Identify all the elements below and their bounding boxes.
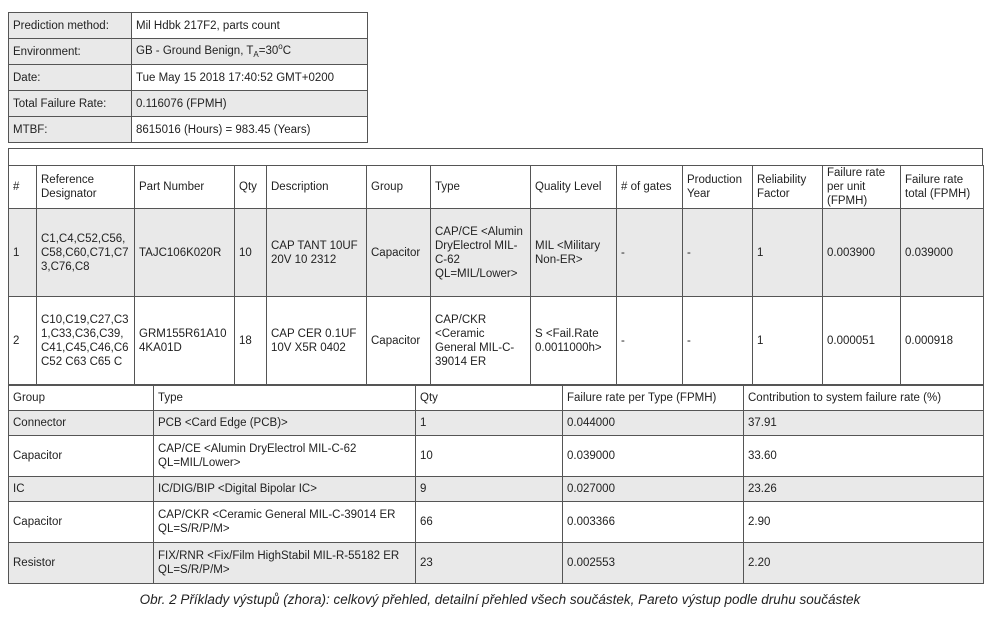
cell-type: CAP/CE <Alumin DryElectrol MIL-C-62 QL=MIL/Lower> — [431, 209, 531, 297]
environment-unit: C — [282, 45, 292, 58]
header-qty: Qty — [416, 386, 563, 411]
summary-row — [9, 65, 368, 91]
summary-value-environment — [132, 39, 368, 65]
cell-contribution: 2.20 — [744, 543, 984, 584]
cell-rate-unit: 0.003900 — [823, 209, 901, 297]
summary-row — [9, 39, 368, 65]
table-row — [9, 502, 984, 543]
cell-part-number: GRM155R61A104KA01D — [135, 297, 235, 385]
summary-value: Tue May 15 2018 17:40:52 GMT+0200 — [132, 65, 368, 91]
header-reference: Reference Designator — [37, 166, 135, 209]
header-rate-unit: Failure rate per unit (FPMH) — [823, 166, 901, 209]
cell-rate-type: 0.003366 — [563, 502, 744, 543]
header-qty: Qty — [235, 166, 267, 209]
cell-qty: 1 — [416, 411, 563, 436]
cell-qty: 10 — [235, 209, 267, 297]
pareto-table — [8, 385, 984, 584]
cell-qty: 9 — [416, 477, 563, 502]
environment-sup: o — [278, 42, 283, 52]
cell-contribution: 23.26 — [744, 477, 984, 502]
cell-group: Capacitor — [9, 436, 154, 477]
cell-rate-total: 0.000918 — [901, 297, 984, 385]
summary-label: Environment: — [9, 39, 132, 65]
table-row — [9, 411, 984, 436]
cell-description: CAP TANT 10UF 20V 10 2312 — [267, 209, 367, 297]
cell-reliability: 1 — [753, 209, 823, 297]
summary-value: 8615016 (Hours) = 983.45 (Years) — [132, 117, 368, 143]
cell-gates: - — [617, 297, 683, 385]
cell-gates: - — [617, 209, 683, 297]
cell-rate-type: 0.002553 — [563, 543, 744, 584]
cell-rate-type: 0.027000 — [563, 477, 744, 502]
cell-qty: 10 — [416, 436, 563, 477]
table-row — [9, 477, 984, 502]
cell-type: CAP/CKR <Ceramic General MIL-C-39014 ER — [431, 297, 531, 385]
cell-type: IC/DIG/BIP <Digital Bipolar IC> — [154, 477, 416, 502]
header-group: Group — [367, 166, 431, 209]
cell-rate-type: 0.039000 — [563, 436, 744, 477]
cell-group: IC — [9, 477, 154, 502]
summary-row — [9, 13, 368, 39]
table-row — [9, 543, 984, 584]
detail-table-viewport — [8, 165, 984, 368]
header-quality: Quality Level — [531, 166, 617, 209]
cell-reference: C10,C19,C27,C31,C33,C36,C39,C41,C45,C46,C6 C52 C63 C65 C — [37, 297, 135, 385]
cell-group: Connector — [9, 411, 154, 436]
detail-table — [8, 165, 984, 385]
cell-group: Capacitor — [367, 209, 431, 297]
cell-group: Capacitor — [367, 297, 431, 385]
cell-type: CAP/CE <Alumin DryElectrol MIL-C-62 QL=MIL/Lower> — [154, 436, 416, 477]
header-rate-total: Failure rate total (FPMH) — [901, 166, 984, 209]
summary-label: Prediction method: — [9, 13, 132, 39]
cell-qty: 18 — [235, 297, 267, 385]
header-gates: # of gates — [617, 166, 683, 209]
summary-label: MTBF: — [9, 117, 132, 143]
header-part-number: Part Number — [135, 166, 235, 209]
cell-rate-type: 0.044000 — [563, 411, 744, 436]
cell-type: CAP/CKR <Ceramic General MIL-C-39014 ER QL=S/R/P/M> — [154, 502, 416, 543]
header-type: Type — [154, 386, 416, 411]
summary-value: 0.116076 (FPMH) — [132, 91, 368, 117]
environment-eq: =30 — [258, 45, 279, 58]
table-row — [9, 436, 984, 477]
cell-index: 1 — [9, 209, 37, 297]
cell-reliability: 1 — [753, 297, 823, 385]
cell-type: PCB <Card Edge (PCB)> — [154, 411, 416, 436]
cell-qty: 23 — [416, 543, 563, 584]
cell-part-number: TAJC106K020R — [135, 209, 235, 297]
cell-contribution: 2.90 — [744, 502, 984, 543]
detail-header-row — [9, 166, 984, 209]
cell-group: Capacitor — [9, 502, 154, 543]
section-divider — [8, 148, 983, 165]
pareto-header-row — [9, 386, 984, 411]
cell-reference: C1,C4,C52,C56,C58,C60,C71,C73,C76,C8 — [37, 209, 135, 297]
cell-index: 2 — [9, 297, 37, 385]
cell-quality: S <Fail.Rate 0.0011000h> — [531, 297, 617, 385]
header-rate-type: Failure rate per Type (FPMH) — [563, 386, 744, 411]
summary-row — [9, 117, 368, 143]
environment-text: GB - Ground Benign, T — [136, 45, 254, 58]
cell-production-year: - — [683, 209, 753, 297]
cell-type: FIX/RNR <Fix/Film HighStabil MIL-R-55182 ER QL=S/R/P/M> — [154, 543, 416, 584]
header-contribution: Contribution to system failure rate (%) — [744, 386, 984, 411]
figure-caption: Obr. 2 Příklady výstupů (zhora): celkový přehled, detailní přehled všech součástek, Pareto výstup podle druhu součástek — [139, 592, 861, 607]
cell-group: Resistor — [9, 543, 154, 584]
header-type: Type — [431, 166, 531, 209]
header-production-year: Production Year — [683, 166, 753, 209]
cell-quality: MIL <Military Non-ER> — [531, 209, 617, 297]
cell-rate-total: 0.039000 — [901, 209, 984, 297]
cell-contribution: 37.91 — [744, 411, 984, 436]
cell-contribution: 33.60 — [744, 436, 984, 477]
table-row — [9, 297, 984, 385]
summary-label: Date: — [9, 65, 132, 91]
header-index: # — [9, 166, 37, 209]
header-reliability: Reliability Factor — [753, 166, 823, 209]
summary-value: Mil Hdbk 217F2, parts count — [132, 13, 368, 39]
cell-qty: 66 — [416, 502, 563, 543]
cell-description: CAP CER 0.1UF 10V X5R 0402 — [267, 297, 367, 385]
cell-production-year: - — [683, 297, 753, 385]
summary-table — [8, 12, 368, 143]
header-description: Description — [267, 166, 367, 209]
table-row — [9, 209, 984, 297]
summary-row — [9, 91, 368, 117]
header-group: Group — [9, 386, 154, 411]
cell-rate-unit: 0.000051 — [823, 297, 901, 385]
environment-sub: A — [253, 50, 259, 60]
summary-label: Total Failure Rate: — [9, 91, 132, 117]
